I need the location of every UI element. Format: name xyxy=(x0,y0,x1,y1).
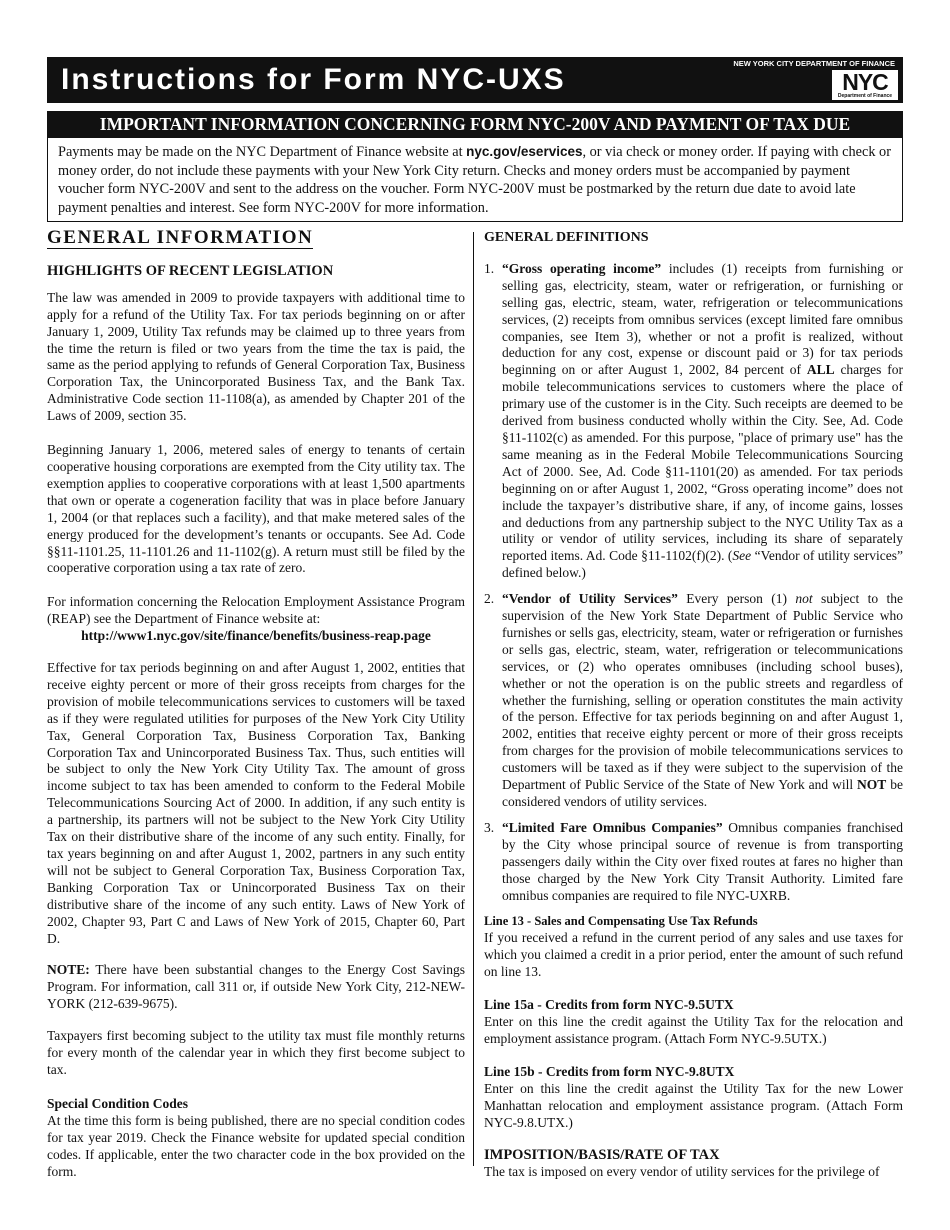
definition-text: be considered vendors of utility services. xyxy=(502,777,903,809)
department-name: NEW YORK CITY DEPARTMENT OF FINANCE xyxy=(733,59,895,68)
note-paragraph xyxy=(47,962,465,1013)
definition-text: charges for mobile telecommunications services to customers where the place of primary use of the customer is in the City. Such receipts are deemed to be derived from business conducted wholly within the City. See, Ad. Code §11-1102(c) as amended. For this purpose, "place of primary use" has the same meaning as in the Federal Mobile Telecommunications Sourcing Act of 2000. See, Ad. Code §11-1101(20) as amended. For tax periods beginning on or after August 1, 2002, “Gross operating income” does not include the taxpayer’s distributive share, if any, of income gains, losses and deductions from any partnership subject to the NYC Utility Tax as a utility or vendor of utility services, including its share of separately reported items. Ad. Code §11-1102(f)(2). ( xyxy=(502,362,903,564)
definition-number: 2. xyxy=(484,591,495,607)
highlights-heading: HIGHLIGHTS OF RECENT LEGISLATION xyxy=(47,262,334,279)
definition-number: 1. xyxy=(484,260,495,276)
general-information-title: GENERAL INFORMATION xyxy=(47,227,314,248)
mobile-telecom-paragraph: Effective for tax periods beginning on and after August 1, 2002, entities that receive eighty percent or more of their gross receipts from charges for the provision of mobile telecommunications services to customers will be taxed as if they were regulated utilities for purposes of the New York City Utility Tax, General Corporation Tax, Business Corporation Tax, Banking Corporation Tax and Unincorporated Business Tax. Thus, such entities will be subject to only the New York City Utility Tax. The amount of gross income subject to tax has been amended to conform to the Federal Mobile Telecommunications Sourcing Act of 2000. In addition, if any such entity is a partnership, its partners will not be subject to the New York City Utility Tax on their distributive share of the income of any such entity. Finally, for tax years beginning on and after August 1, 2002, partners in any such entity will not be subject to General Corporation Tax, Business Corporation Tax, Banking Corporation Tax or Unincorporated Business Tax on their distributive share of the income of any such entity. Laws of New York of 2002, Chapter 93, Part C and Laws of New York of 2015, Chapter 60, Part D. xyxy=(47,660,465,946)
line-13-text: If you received a refund in the current period of any sales and use taxes for which you claimed a credit in a prior period, enter the amount of such refund on line 13. xyxy=(484,930,903,980)
definitions-list xyxy=(484,261,903,905)
eservices-link[interactable]: nyc.gov/eservices xyxy=(466,144,583,159)
imposition-heading: IMPOSITION/BASIS/RATE OF TAX xyxy=(484,1147,720,1164)
legislation-paragraph-1: The law was amended in 2009 to provide taxpayers with additional time to apply for a refund of the Utility Tax. For tax periods beginning on or after January 1, 2009, Utility Tax refunds may be claimed up to three years from the time the return is filed or two years from the time the tax is paid, the same as the period applying to refunds of General Corporation Tax, Business Corporation Tax, the Unincorporated Business Tax, and the Bank Tax. Administrative Code section 11-1108(a), as amended by Chapter 201 of the Laws of 2009, section 35. xyxy=(47,289,465,424)
definition-term: “Gross operating income” xyxy=(502,260,662,276)
form-header xyxy=(47,57,903,103)
notice-text-before: Payments may be made on the NYC Department of Finance website at xyxy=(58,144,467,160)
emphasis-not-bold: NOT xyxy=(857,777,887,793)
imposition-text: The tax is imposed on every vendor of utility services for the privilege of xyxy=(484,1164,880,1180)
definition-text: Omnibus companies franchised by the City whose principal source of revenue is from transporting passengers daily within the City over fixed routes at fares no higher than those charged by the New York City Transit Authority. Limited fare omnibus companies are required to file NYC-UXRB. xyxy=(502,819,903,903)
definition-term: “Vendor of Utility Services” xyxy=(502,591,678,607)
page-title: Instructions for Form NYC-UXS xyxy=(61,63,566,96)
legislation-paragraph-2: Beginning January 1, 2006, metered sales of energy to tenants of certain cooperative housing corporations are exempted from the City utility tax. The exemption applies to cooperative corporations with at least 1,500 apartments that own or operate a cogeneration facility that was in place before January 1, 2004 (or that replaces such a facility), and that make metered sales of the energy produced for the development’s tenants or occupants. See Ad. Code §§11-1101.25, 11-1101.26 and 11-1102(g). A return must still be filed by the cooperative corporation using a tax rate of zero. xyxy=(47,442,465,576)
reap-text: For information concerning the Relocation Employment Assistance Program (REAP) see the Department of Finance website at: xyxy=(47,594,465,627)
logo-text: NYC xyxy=(842,69,888,95)
notice-text-after: , or via check or money order. If paying with check or money order, do not include these payments with your New York City return. Checks and money orders must be accompanied by payment voucher form NYC-200V and sent to the address on the voucher. Form NYC-200V must be postmarked by the return due date to avoid late payment penalties and interest. See form NYC-200V for more information. xyxy=(58,144,891,216)
definition-item xyxy=(484,261,903,582)
line-15a-heading: Line 15a - Credits from form NYC-9.5UTX xyxy=(484,997,734,1013)
emphasis-not: not xyxy=(795,591,813,607)
column-divider xyxy=(473,232,474,1166)
definition-text: subject to the supervision of the New York State Department of Public Service who furnishes or sells gas, electricity, steam, water or refrigeration or furnishes or sells gas, electric, steam, water, refrigeration or telecommunications services, or (2) who operates omnibuses (including school buses), whether or not the operation is on the public streets and regardless of whether the furnishing, selling or operation constitutes the main activity of the person. Effective for tax periods beginning on and after August 1, 2002, entities that receive eighty percent or more of their gross receipts from charges for the provision of mobile telecommunications services to customers will be taxed as if they were subject to the supervision of the Department of Public Service of the State of New York and will xyxy=(502,591,903,793)
left-column xyxy=(47,227,465,1180)
definition-text: includes (1) receipts from furnishing or selling gas, electricity, steam, water or refrigeration, or furnishing or selling gas, electric, steam, water, refrigeration or telecommunications services, (2) receipts from omnibus services (except limited fare omnibus companies, see Item 3), whether or not a profit is realized, without deduction for any cost, expense or discount paid or 3) for tax periods beginning on or after August 1, 2002, 84 percent of xyxy=(502,260,903,378)
definition-text: Every person (1) xyxy=(677,591,796,607)
logo-subtext: Department of Finance xyxy=(837,93,893,99)
monthly-returns-paragraph: Taxpayers first becoming subject to the utility tax must file monthly returns for every month of the calendar year in which they first become subject to tax. xyxy=(47,1028,465,1077)
general-definitions-heading: GENERAL DEFINITIONS xyxy=(484,230,649,245)
important-banner: IMPORTANT INFORMATION CONCERNING FORM NYC-200V AND PAYMENT OF TAX DUE xyxy=(47,111,903,138)
definition-number: 3. xyxy=(484,819,495,835)
note-text: There have been substantial changes to the Energy Cost Savings Program. For information, call 311 or, if outside New York City, 212-NEW-YORK (212-639-9675). xyxy=(47,962,465,1012)
definition-item xyxy=(484,591,903,811)
line-15b-heading: Line 15b - Credits from form NYC-9.8UTX xyxy=(484,1063,735,1079)
note-label: NOTE: xyxy=(47,962,90,978)
special-condition-codes-text: At the time this form is being published, there are no special condition codes for tax year 2019. Check the Finance website for updated special condition codes. If applicable, enter the two character code in the box provided on the form. xyxy=(47,1112,465,1179)
line-13-heading: Line 13 - Sales and Compensating Use Tax Refunds xyxy=(484,914,758,929)
definition-text: “Vendor of utility services” defined below.) xyxy=(502,548,903,581)
definition-item xyxy=(484,820,903,905)
line-15a-text: Enter on this line the credit against the Utility Tax for the relocation and employment assistance program. (Attach Form NYC-9.5UTX.) xyxy=(484,1013,903,1046)
emphasis-see: See xyxy=(732,548,752,564)
special-condition-codes-heading: Special Condition Codes xyxy=(47,1095,189,1111)
line-15b-text: Enter on this line the credit against the Utility Tax for the new Lower Manhattan relocation and employment assistance program. (Attach Form NYC-9.8.UTX.) xyxy=(484,1080,903,1130)
definition-term: “Limited Fare Omnibus Companies” xyxy=(502,819,723,835)
nyc-logo xyxy=(832,70,898,100)
payment-notice xyxy=(47,138,903,222)
emphasis-all: ALL xyxy=(806,362,835,378)
reap-paragraph xyxy=(47,594,465,645)
right-column xyxy=(484,230,903,1181)
reap-url-link[interactable]: http://www1.nyc.gov/site/finance/benefits/business-reap.page xyxy=(81,628,431,644)
